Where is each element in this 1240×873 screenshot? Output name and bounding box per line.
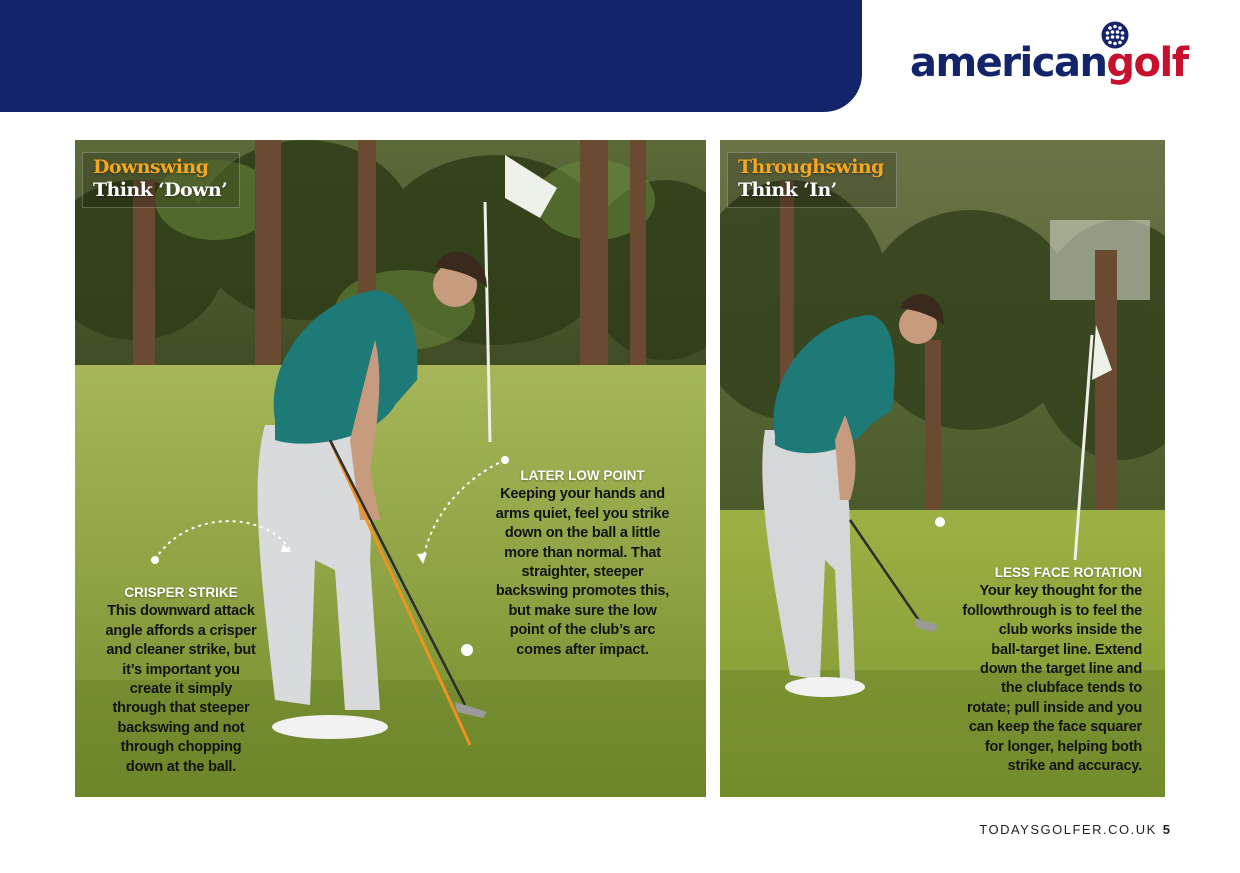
label-title: Throughswing [738,156,884,178]
caption-line: down on the ball a little [504,525,661,542]
caption-heading: LATER LOW POINT [520,468,645,483]
caption-line: through that steeper [112,700,250,717]
label-title: Downswing [93,156,209,178]
caption-line: down the target line and [980,661,1142,678]
logo-word-golf: golf [1106,40,1188,86]
caption-line: This downward attack [107,603,255,620]
throughswing-label [727,152,897,208]
caption-line: backswing promotes this, [495,583,670,600]
footer-site: TODAYSGOLFER.CO.UK [979,822,1157,837]
page-footer [960,822,1170,837]
caption-line: and cleaner strike, but [106,642,256,659]
downswing-photo-panel [75,140,706,797]
caption-line: but make sure the low [508,602,657,619]
caption-line: straighter, steeper [521,564,644,581]
caption-line: angle affords a crisper [105,622,257,639]
logo-wordmark [910,40,1188,86]
caption-line: comes after impact. [516,641,649,658]
caption-line: backswing and not [117,719,245,736]
caption-heading: CRISPER STRIKE [124,585,238,600]
caption-line: more than normal. That [504,544,661,561]
logo-word-american: american [910,40,1107,86]
american-golf-logo [910,20,1188,90]
caption-later-low-point [485,466,680,660]
caption-line: it’s important you [122,661,240,678]
caption-line: through chopping [120,739,242,756]
caption-line: rotate; pull inside and you [966,699,1142,716]
caption-line: for longer, helping both [984,738,1142,755]
label-subtitle: Think ‘Down’ [93,179,228,201]
caption-heading: LESS FACE ROTATION [994,565,1142,580]
caption-line: create it simply [129,681,233,698]
caption-line: down at the ball. [125,758,237,775]
caption-less-face-rotation [954,563,1142,776]
label-subtitle: Think ‘In’ [738,179,837,201]
downswing-label [82,152,240,208]
caption-line: point of the club’s arc [509,622,656,639]
caption-line: the clubface tends to [1001,680,1142,697]
caption-crisper-strike [96,583,266,777]
header-band [0,0,862,112]
caption-line: club works inside the [998,622,1142,639]
throughswing-photo-panel [720,140,1165,797]
caption-line: Your key thought for the [979,583,1142,600]
caption-line: can keep the face squarer [968,719,1142,736]
page-number: 5 [1162,822,1170,837]
caption-line: followthrough is to feel the [962,602,1142,619]
caption-line: arms quiet, feel you strike [495,505,670,522]
caption-line: Keeping your hands and [500,486,665,503]
caption-line: ball-target line. Extend [991,641,1142,658]
caption-line: strike and accuracy. [1007,758,1142,775]
